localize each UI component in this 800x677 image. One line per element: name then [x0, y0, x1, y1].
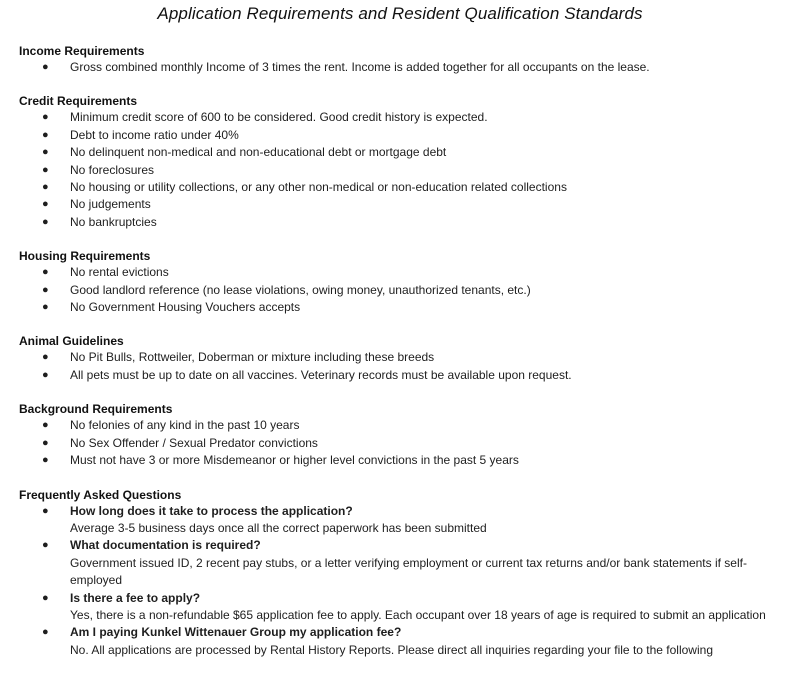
faq-question: How long does it take to process the application?: [70, 503, 353, 518]
faq-item: [19, 503, 786, 538]
section-credit: [19, 93, 786, 231]
bullet-icon: ●: [42, 539, 49, 552]
list-item: ● Debt to income ratio under 40%: [19, 127, 786, 144]
list-item: ● Must not have 3 or more Misdemeanor or higher level convictions in the past 5 years: [19, 452, 786, 469]
section-background: [19, 401, 786, 469]
document-title: Application Requirements and Resident Qualification Standards: [157, 4, 643, 23]
bullet-list: [19, 109, 786, 231]
bullet-list: [19, 59, 786, 76]
bullet-icon: ●: [42, 266, 49, 279]
bullet-icon: ●: [42, 181, 49, 194]
faq-answer: Yes, there is a non-refundable $65 application fee to apply. Each occupant over 18 years of age is required to submit an application: [70, 607, 766, 622]
list-item: ● No felonies of any kind in the past 10 years: [19, 417, 786, 434]
bullet-icon: ●: [42, 111, 49, 124]
bullet-list: [19, 264, 786, 316]
bullet-list: [19, 349, 786, 384]
section-faq: [19, 487, 786, 660]
list-item: ● No rental evictions: [19, 264, 786, 281]
bullet-icon: ●: [42, 198, 49, 211]
faq-item: [19, 624, 786, 659]
section-title: Income Requirements: [19, 44, 145, 58]
list-item: ● No Government Housing Vouchers accepts: [19, 299, 786, 316]
bullet-icon: ●: [42, 504, 49, 517]
list-item: ● No foreclosures: [19, 162, 786, 179]
faq-answer: Average 3-5 business days once all the correct paperwork has been submitted: [70, 520, 487, 535]
bullet-icon: ●: [42, 591, 49, 604]
bullet-icon: ●: [42, 419, 49, 432]
bullet-icon: ●: [42, 454, 49, 467]
section-title: Credit Requirements: [19, 94, 138, 109]
faq-answer: Government issued ID, 2 recent pay stubs, or a letter verifying employment or current tax returns and/or bank statements if self-employed: [70, 555, 747, 588]
section-income: [19, 43, 786, 76]
bullet-list: [19, 417, 786, 469]
list-item: ● No bankruptcies: [19, 214, 786, 231]
bullet-icon: ●: [42, 61, 49, 73]
faq-item: [19, 537, 786, 589]
faq-item: [19, 590, 786, 625]
bullet-icon: ●: [42, 283, 49, 296]
bullet-icon: ●: [42, 128, 49, 141]
faq-answer: No. All applications are processed by Rental History Reports. Please direct all inquiries regarding your file to the following: [70, 642, 713, 657]
section-title: Frequently Asked Questions: [19, 487, 182, 502]
section-title: Background Requirements: [19, 402, 173, 417]
bullet-icon: ●: [42, 163, 49, 176]
bullet-icon: ●: [42, 215, 49, 228]
section-animal: [19, 333, 786, 384]
bullet-icon: ●: [42, 626, 49, 639]
bullet-icon: ●: [42, 301, 49, 314]
list-item: ● No housing or utility collections, or any other non-medical or non-education related collections: [19, 179, 786, 196]
section-title: Animal Guidelines: [19, 334, 124, 349]
faq-list: [19, 503, 786, 660]
section-title: Housing Requirements: [19, 249, 151, 264]
bullet-icon: ●: [42, 351, 49, 364]
faq-question: What documentation is required?: [70, 538, 261, 553]
list-item: ● Good landlord reference (no lease violations, owing money, unauthorized tenants, etc.): [19, 282, 786, 299]
requirements-sections: [19, 43, 786, 676]
faq-question: Is there a fee to apply?: [70, 590, 201, 605]
list-item: ● No Pit Bulls, Rottweiler, Doberman or mixture including these breeds: [19, 349, 786, 366]
bullet-icon: ●: [42, 146, 49, 159]
faq-question: Am I paying Kunkel Wittenauer Group my application fee?: [70, 625, 402, 640]
section-housing: [19, 248, 786, 316]
list-item: ● Gross combined monthly Income of 3 times the rent. Income is added together for all occupants on the lease.: [19, 59, 786, 76]
list-item: ● No Sex Offender / Sexual Predator convictions: [19, 435, 786, 452]
list-item: ● No delinquent non-medical and non-educational debt or mortgage debt: [19, 144, 786, 161]
bullet-icon: ●: [42, 436, 49, 449]
bullet-icon: ●: [42, 368, 49, 381]
list-item: ● Minimum credit score of 600 to be considered. Good credit history is expected.: [19, 109, 786, 126]
list-item: ● No judgements: [19, 196, 786, 213]
list-item: ● All pets must be up to date on all vaccines. Veterinary records must be available upon request.: [19, 367, 786, 384]
